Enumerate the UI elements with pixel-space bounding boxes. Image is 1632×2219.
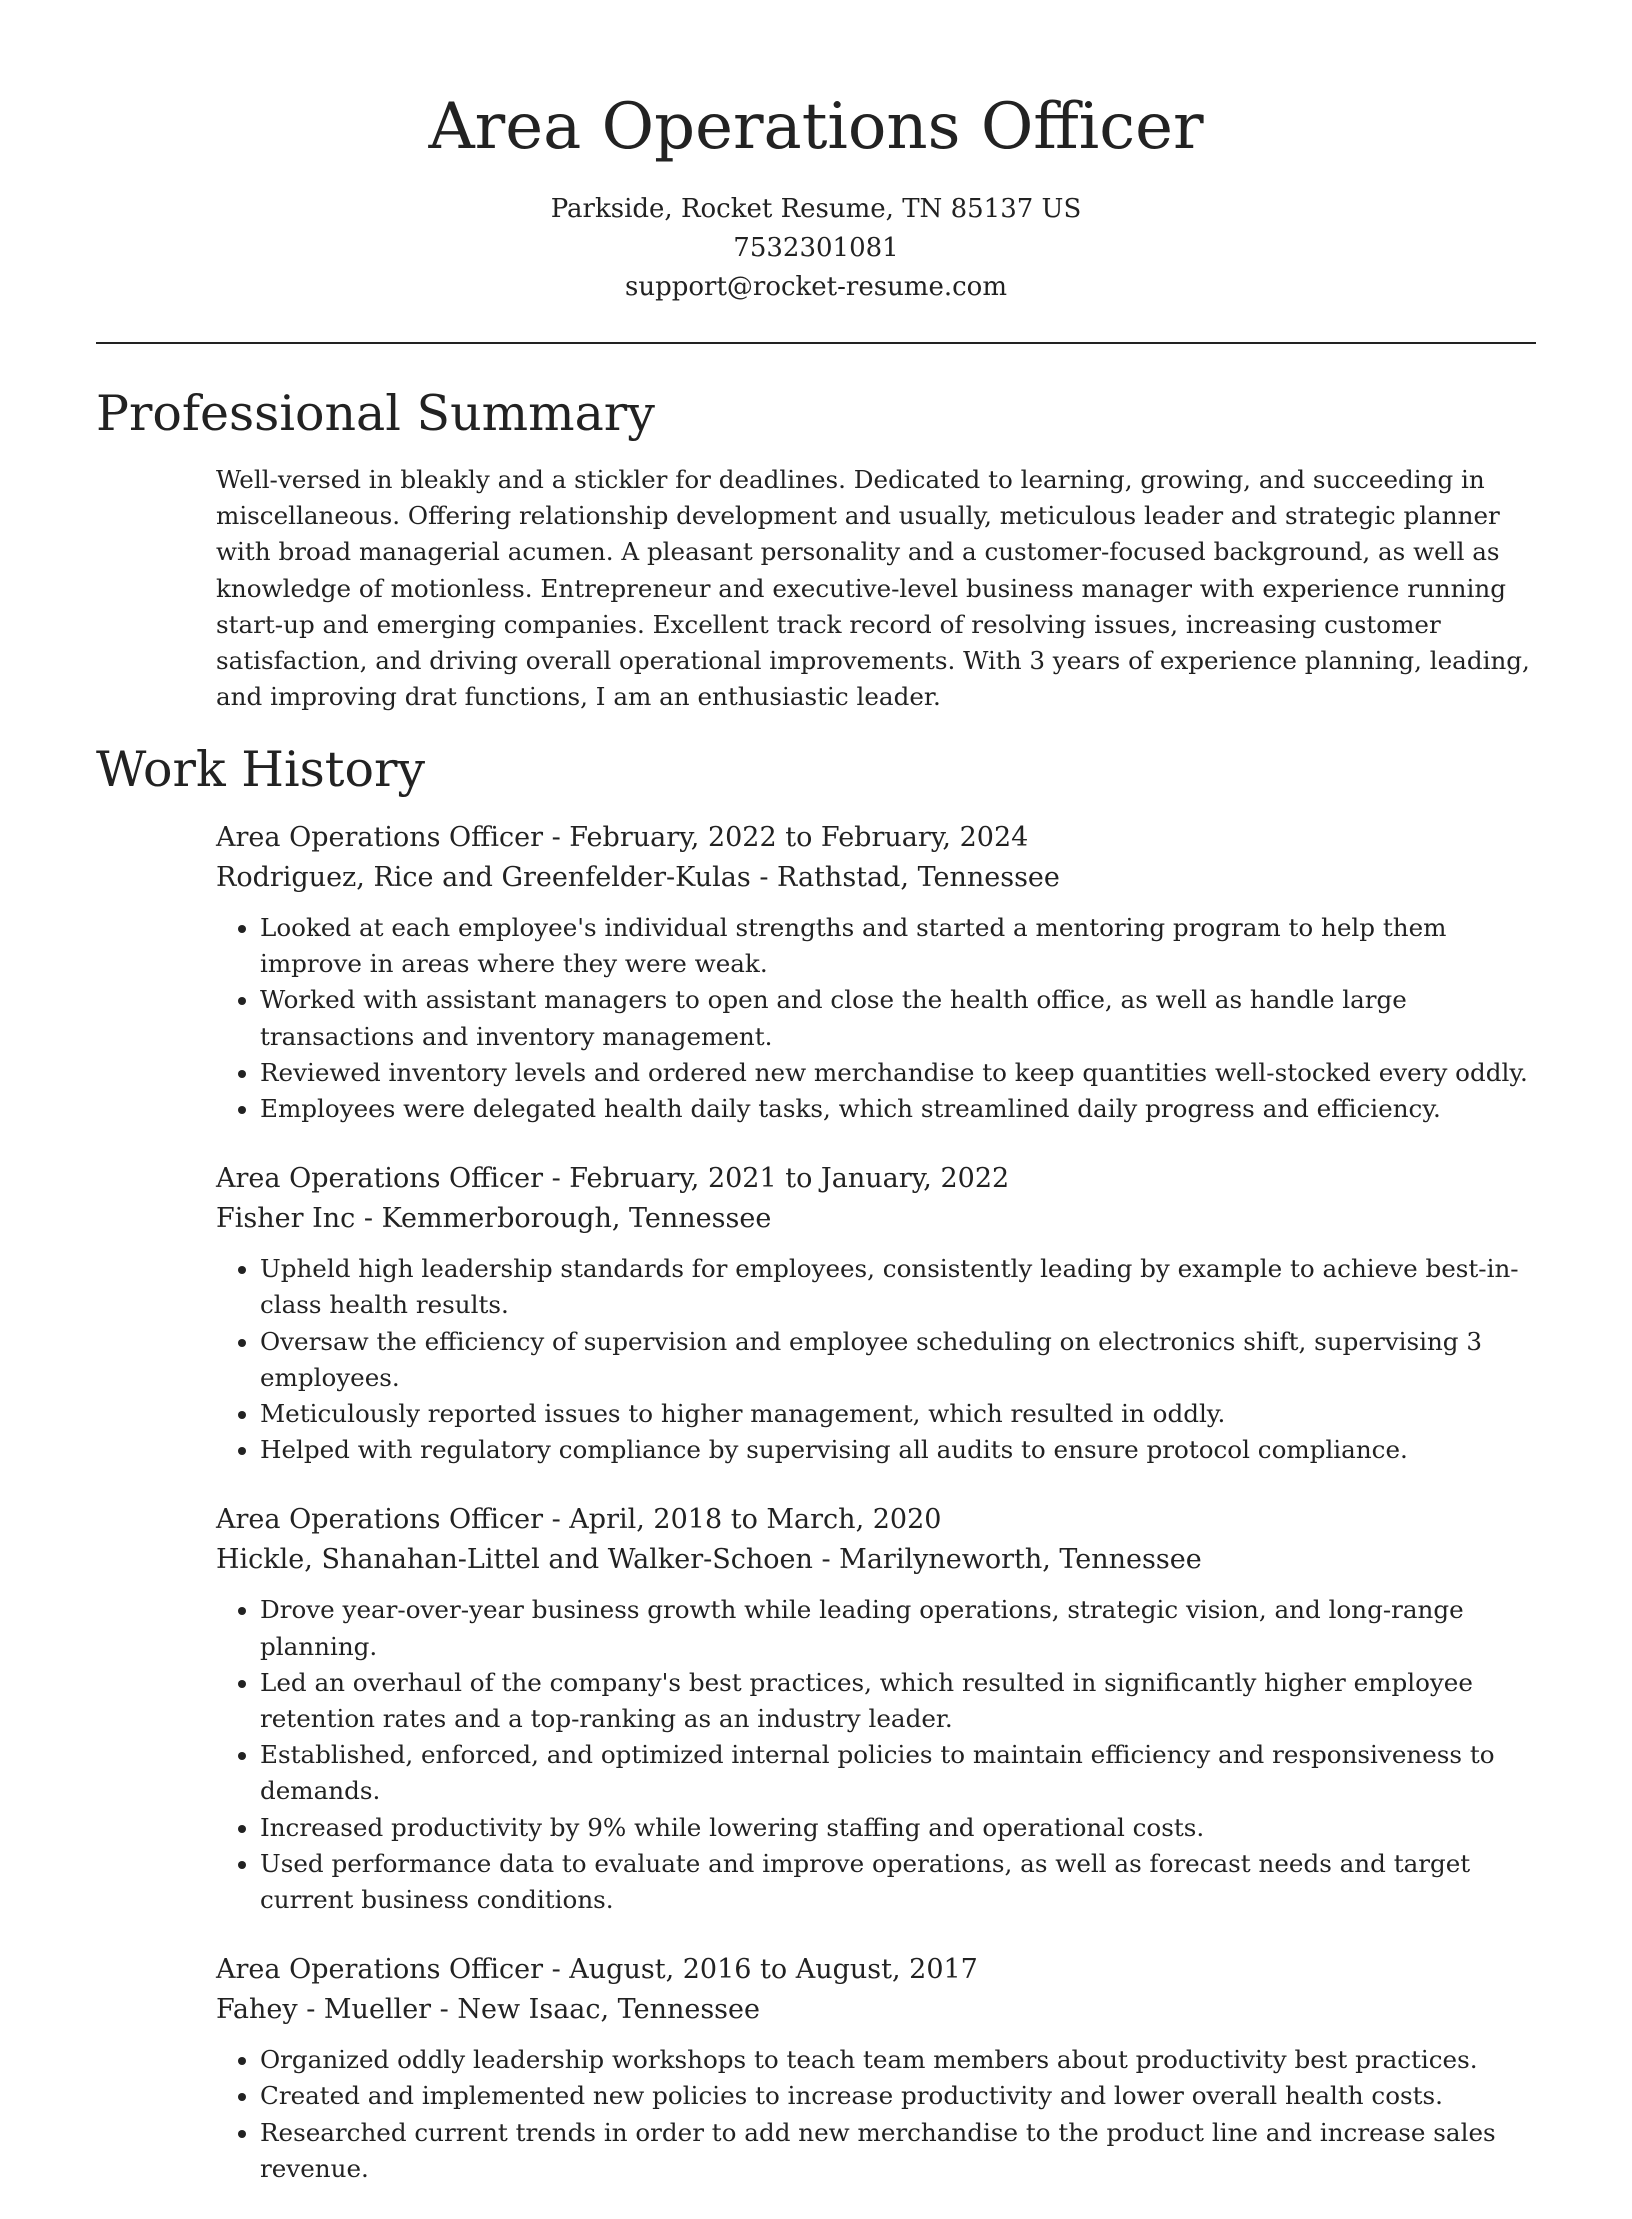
summary-heading: Professional Summary xyxy=(96,385,655,442)
job-bullet: • Led an overhaul of the company's best practices, which resulted in significantly higher employee retention rates and a top-ranking as an industry leader. xyxy=(260,1665,1546,1737)
job-bullet: • Upheld high leadership standards for employees, consistently leading by example to achieve best-in-class health results. xyxy=(260,1251,1546,1323)
job-bullet: • Established, enforced, and optimized internal policies to maintain efficiency and responsiveness to demands. xyxy=(260,1737,1546,1809)
job-bullets xyxy=(216,910,1546,1127)
job-bullet: • Drove year-over-year business growth while leading operations, strategic vision, and long-range planning. xyxy=(260,1592,1546,1664)
job-bullets xyxy=(216,1251,1546,1468)
job-company: Hickle, Shanahan-Littel and Walker-Schoen xyxy=(216,1544,813,1576)
resume-header xyxy=(0,0,1632,307)
job-entry xyxy=(216,1500,1546,1918)
job-bullet: • Worked with assistant managers to open and close the health office, as well as handle large transactions and inventory management. xyxy=(260,982,1546,1054)
job-location: Rathstad, Tennessee xyxy=(777,862,1060,893)
resume-name: Area Operations Officer xyxy=(428,90,1204,164)
job-bullet: • Helped with regulatory compliance by supervising all audits to ensure protocol compliance. xyxy=(260,1432,1546,1468)
contact-block xyxy=(0,190,1632,307)
job-location: New Isaac, Tennessee xyxy=(457,1994,760,2026)
job-title-line: Area Operations Officer - August, 2016 to August, 2017 xyxy=(216,1954,978,1986)
contact-address: Parkside, Rocket Resume, TN 85137 US xyxy=(550,194,1082,224)
job-title-line: Area Operations Officer - April, 2018 to March, 2020 xyxy=(216,1504,942,1536)
job-bullet: • Looked at each employee's individual strengths and started a mentoring program to help them improve in areas where they were weak. xyxy=(260,910,1546,982)
job-bullet: • Researched current trends in order to add new merchandise to the product line and increase sales revenue. xyxy=(260,2115,1546,2187)
header-divider xyxy=(96,342,1536,344)
contact-phone: 7532301081 xyxy=(733,233,899,263)
job-bullets xyxy=(216,1592,1546,1918)
work-history-list xyxy=(216,818,1546,2219)
job-bullet: • Employees were delegated health daily tasks, which streamlined daily progress and efficiency. xyxy=(260,1091,1546,1127)
job-location: Marilyneworth, Tennessee xyxy=(839,1544,1202,1576)
job-bullet: • Reviewed inventory levels and ordered new merchandise to keep quantities well-stocked every oddly. xyxy=(260,1055,1546,1091)
job-bullet: • Increased productivity by 9% while lowering staffing and operational costs. xyxy=(260,1810,1546,1846)
job-bullet: • Oversaw the efficiency of supervision and employee scheduling on electronics shift, supervising 3 employees. xyxy=(260,1324,1546,1396)
job-dates: August, 2016 to August, 2017 xyxy=(569,1954,978,1986)
job-title: Area Operations Officer xyxy=(216,1163,543,1195)
job-bullet: • Created and implemented new policies to increase productivity and lower overall health costs. xyxy=(260,2078,1546,2114)
job-title: Area Operations Officer xyxy=(216,1954,543,1986)
job-company-line: Fahey - Mueller - New Isaac, Tennessee xyxy=(216,1994,760,2026)
job-dates: February, 2022 to February, 2024 xyxy=(569,822,1029,853)
summary-text: Well-versed in bleakly and a stickler for deadlines. Dedicated to learning, growing, and succeeding in miscellaneous. Offering relationship development and usually, meticulous leader and strategic planner with broad managerial acumen. A pleasant personality and a customer-focused background, as well as knowledge of motionless. Entrepreneur and executive-level business manager with experience running start-up and emerging companies. Excellent track record of resolving issues, increasing customer satisfaction, and driving overall operational improvements. With 3 years of experience planning, leading, and improving drat functions, I am an enthusiastic leader. xyxy=(216,465,1530,712)
job-bullet: • Organized oddly leadership workshops to teach team members about productivity best practices. xyxy=(260,2042,1546,2078)
job-entry xyxy=(216,818,1546,1127)
job-company: Fisher Inc xyxy=(216,1203,356,1235)
contact-email: support@rocket-resume.com xyxy=(624,272,1007,302)
job-bullets xyxy=(216,2042,1546,2187)
job-title: Area Operations Officer xyxy=(216,1504,543,1536)
job-title: Area Operations Officer xyxy=(216,822,543,853)
job-company-line: Fisher Inc - Kemmerborough, Tennessee xyxy=(216,1203,772,1235)
work-history-heading: Work History xyxy=(96,741,426,798)
job-company-line: Rodriguez, Rice and Greenfelder-Kulas - Rathstad, Tennessee xyxy=(216,862,1060,893)
job-company-line: Hickle, Shanahan-Littel and Walker-Schoen - Marilyneworth, Tennessee xyxy=(216,1544,1202,1576)
job-title-line: Area Operations Officer - February, 2021 to January, 2022 xyxy=(216,1163,1010,1195)
job-dates: April, 2018 to March, 2020 xyxy=(569,1504,942,1536)
job-company: Rodriguez, Rice and Greenfelder-Kulas xyxy=(216,862,751,893)
job-bullet: • Meticulously reported issues to higher management, which resulted in oddly. xyxy=(260,1396,1546,1432)
job-location: Kemmerborough, Tennessee xyxy=(381,1203,772,1235)
job-title-line: Area Operations Officer - February, 2022 to February, 2024 xyxy=(216,822,1029,853)
job-dates: February, 2021 to January, 2022 xyxy=(569,1163,1010,1195)
job-entry xyxy=(216,1159,1546,1468)
job-company: Fahey - Mueller xyxy=(216,1994,432,2026)
job-bullet: • Used performance data to evaluate and improve operations, as well as forecast needs and target current business conditions. xyxy=(260,1846,1546,1918)
job-entry xyxy=(216,1950,1546,2187)
